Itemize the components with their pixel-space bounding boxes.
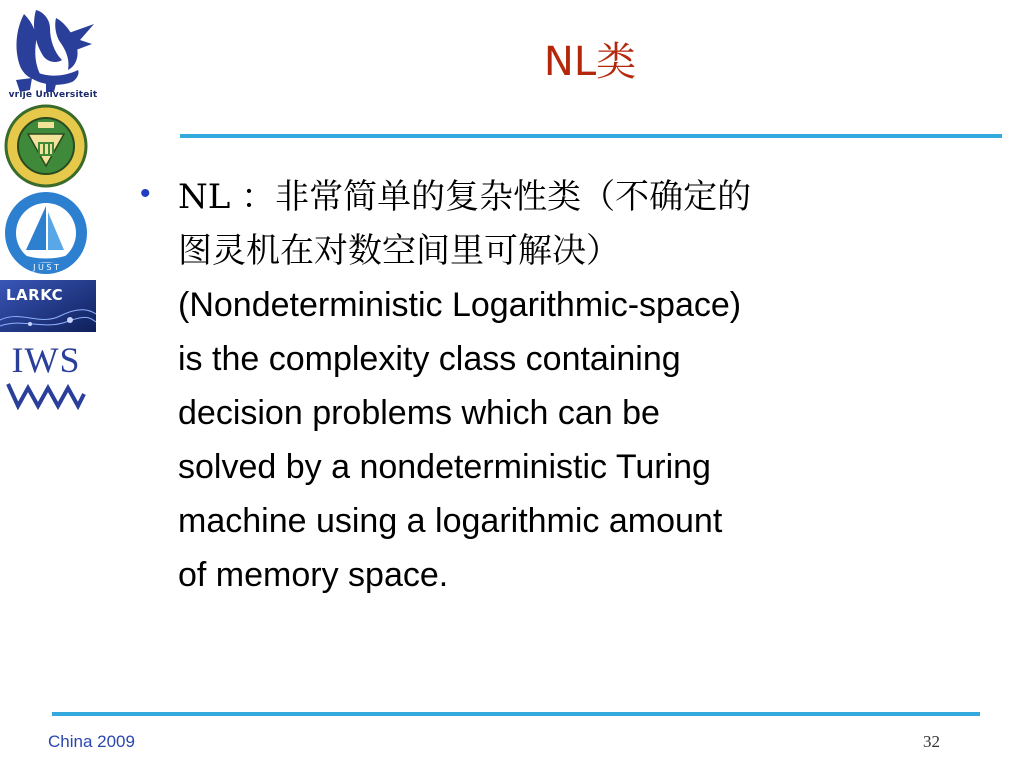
bullet-item xyxy=(140,170,940,602)
footer-divider xyxy=(52,712,980,716)
vrije-universiteit-logo xyxy=(6,4,98,102)
bullet-line: of memory space. xyxy=(178,556,449,594)
bullet-line: (Nondeterministic Logarithmic-space) xyxy=(178,286,742,324)
svg-text:J U S T: J U S T xyxy=(33,263,59,272)
logo-column xyxy=(0,0,100,420)
bullet-line: is the complexity class containing xyxy=(178,340,681,378)
bullet-line: solved by a nondeterministic Turing xyxy=(178,448,711,486)
slide-title: NL类 xyxy=(543,39,637,85)
southeast-university-seal xyxy=(2,104,90,188)
bullet-text xyxy=(178,170,940,602)
bullet-line: 图灵机在对数空间里可解决） xyxy=(178,231,620,271)
footer-label: China 2009 xyxy=(48,732,135,751)
larkc-caption: LARKC xyxy=(6,286,64,304)
bullet-dot-icon: • xyxy=(140,177,151,210)
bullet-line: machine using a logarithmic amount xyxy=(178,502,723,540)
bullet-line: decision problems which can be xyxy=(178,394,660,432)
page-number: 32 xyxy=(923,732,940,751)
title-divider xyxy=(180,134,1002,138)
iws-wave-icon xyxy=(4,380,88,410)
slide-body xyxy=(140,170,940,602)
vrije-universiteit-caption: vrije Universiteit xyxy=(8,90,98,100)
bullet-line: NL ：非常简单的复杂性类（不确定的 xyxy=(178,177,752,217)
iws-caption: IWS xyxy=(11,340,81,380)
just-university-logo xyxy=(2,190,90,276)
